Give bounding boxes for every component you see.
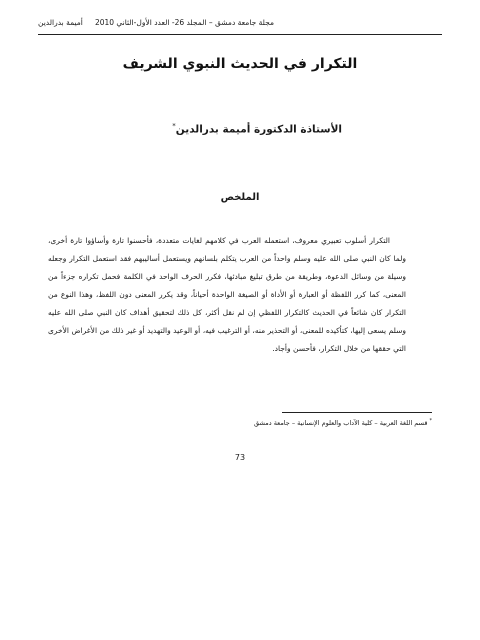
footnote-marker: *: [429, 418, 432, 424]
page-number: 73: [234, 453, 246, 462]
footnote-text: قسم اللغة العربية – كلية الآداب والعلوم الإنسانية – جامعة دمشق: [254, 419, 428, 428]
header-journal-info: مجلة جامعة دمشق – المجلد 26- العدد الأول-الثاني 2010: [94, 18, 274, 27]
running-header: [38, 14, 442, 35]
article-title: التكرار في الحديث النبوي الشريف: [122, 56, 358, 72]
footnote: [254, 418, 432, 427]
author-line: [172, 122, 342, 136]
footnote-divider: [282, 412, 432, 413]
author-name: الأستاذة الدكتورة أميمة بدرالدين: [175, 123, 342, 136]
abstract-heading: الملخص: [220, 192, 260, 203]
header-author-name: أميمة بدرالدين: [38, 18, 83, 27]
author-footnote-marker: *: [172, 122, 176, 130]
abstract-paragraph: التكرار أسلوب تعبيري معروف، استعمله العرب في كلامهم لغايات متعددة، فأحسنوا تارة وأساؤوا تارة أخرى، ولما كان النبي صلى الله عليه وسلم واحداً من العرب يتكلم بلسانهم ويستعمل أساليبهم فقد استعمل التكرار وجعله وسيلة من وسائل الدعوة، وطريقة من طرق تبليغ مبادئها، فكرر الحرف الواحد في الكلمة فحمل تكراره جزءاً من المعنى، كما كرر اللفظة أو العبارة أو الأداة أو الصيغة الواحدة أحياناً، وقد يكرر المعنى دون اللفظ، وهذا النوع من التكرار كان شائعاً في الحديث كالتكرار اللفظي إن لم نقل أكثر، كل ذلك لتحقيق أهداف كان النبي صلى الله عليه وسلم يسعى إليها، كتأكيده للمعنى، أو التحذير منه، أو الترغيب فيه، أو الوعيد والتهديد أو غير ذلك من الأغراض الأخرى التي حققها من خلال التكرار، فأحسن وأجاد.: [48, 236, 406, 353]
abstract-body: [48, 232, 406, 358]
